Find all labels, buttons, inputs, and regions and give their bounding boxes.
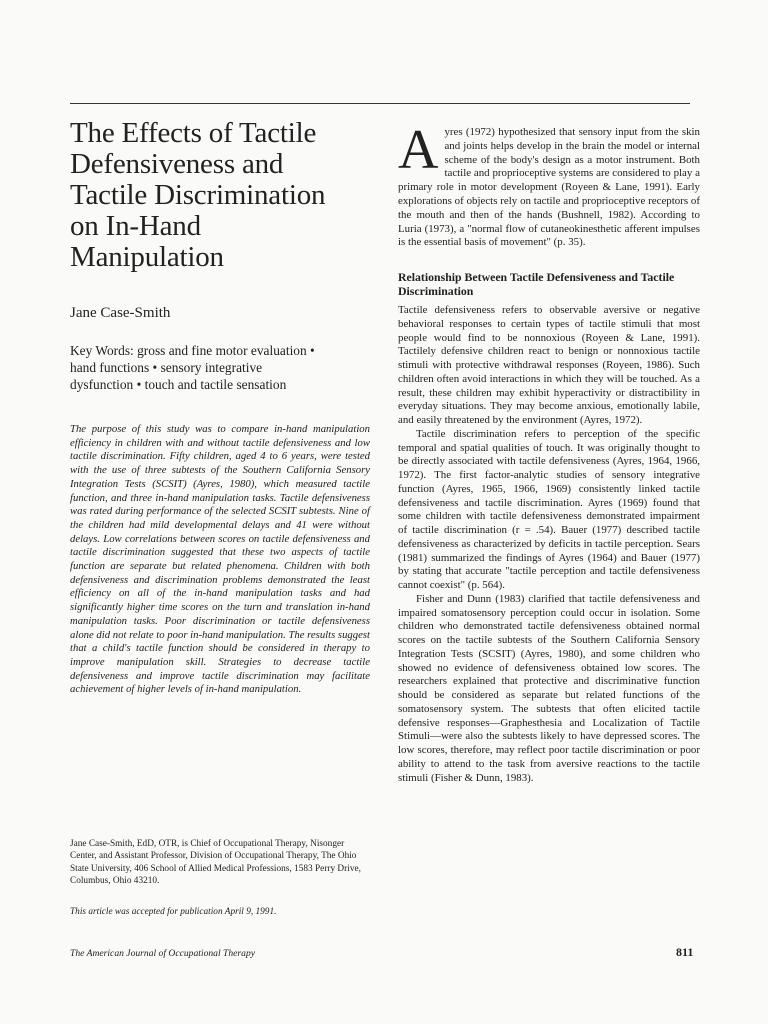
- abstract: The purpose of this study was to compare in-hand manipulation efficiency in children with and without tactile defensiveness and low tactile discrimination. Fifty children, aged 4 to 6 years, were tested with the use of three subtests of the Southern California Sensory Integration Tests (SCSIT) (Ayres, 1980), which measured tactile function, and three in-hand manipulation tasks. Tactile defensiveness was rated during performance of the selected SCSIT subtests. Nine of the children had mild developmental delays and 41 were without delays. Low correlations between scores on tactile defensiveness and tactile discrimination suggested that these two aspects of tactile function are separate but related phenomena. Children with both defensiveness and discrimination problems demonstrated the least efficiency on all of the in-hand manipulation tasks and had significantly higher time scores on the turn and translation in-hand manipulation tasks. Poor discrimination or tactile defensiveness alone did not relate to poor in-hand manipulation. The results suggest that a child's tactile function should be considered in therapy to improve manipulation skill. Strategies to decrease tactile defensiveness and improve tactile discrimination may facilitate achievement of higher levels of in-hand manipulation.: [70, 423, 370, 696]
- author-name: Jane Case-Smith: [70, 305, 171, 321]
- right-column: [398, 119, 700, 785]
- intro-text: yres (1972) hypothesized that sensory input from the skin and joints helps develop in the brain the model or internal scheme of the body's design as a motor instrument. Both tactile and proprioceptive systems are considered to play a primary role in motor development (Royeen & Lane, 1991). Early explorations of objects rely on tactile and proprioceptive receptors of the mouth and then of the hands (Bushnell, 1982). According to Luria (1973), a "normal flow of cutaneokinesthetic afferent impulses is the essential basis of movement" (p. 35).: [398, 126, 700, 249]
- author-affiliation: Jane Case-Smith, EdD, OTR, is Chief of Occupational Therapy, Nisonger Center, and Assistant Professor, Division of Occupational Therapy, The Ohio State University, 406 School of Allied Medical Professions, 1583 Perry Drive, Columbus, Ohio 43210.: [70, 839, 361, 887]
- title-line: Defensiveness and: [70, 148, 284, 180]
- section-heading: Relationship Between Tactile Defensiveness and Tactile Discrimination: [398, 270, 675, 299]
- key-words-line: Key Words: gross and fine motor evaluation •: [70, 343, 315, 358]
- title-line: The Effects of Tactile: [70, 117, 317, 149]
- intro-paragraph: [398, 119, 700, 250]
- page-number: 811: [676, 945, 694, 959]
- key-words-line: dysfunction • touch and tactile sensation: [70, 377, 287, 392]
- body-paragraph: Tactile discrimination refers to perception of the specific temporal and spatial qualities of touch. It was originally thought to be directly associated with tactile defensiveness (Ayres, 1964, 1966, 1972). The first factor-analytic studies of sensory integrative function (Ayres, 1965, 1966, 1969) consistently linked tactile defensiveness and tactile discrimination. Ayres (1969) found that some children with tactile defensiveness demonstrated impairment of tactile discrimination (r = .54). Bauer (1977) described tactile defensiveness as characterized by deficits in tactile perception. Sears (1981) summarized the findings of Ayres (1964) and Bauer (1977) by stating that accurate "tactile perception and tactile defensiveness cannot coexist" (p. 564).: [398, 427, 700, 592]
- title-line: Tactile Discrimination: [70, 179, 326, 211]
- left-column: [70, 118, 370, 393]
- drop-cap: A: [398, 119, 439, 181]
- section-body: [398, 304, 700, 785]
- key-words-line: hand functions • sensory integrative: [70, 360, 263, 375]
- acceptance-note: This article was accepted for publication April 9, 1991.: [70, 907, 277, 917]
- key-words: [70, 342, 370, 393]
- top-rule: [70, 103, 690, 104]
- article-title: [70, 118, 370, 273]
- title-line: on In-Hand: [70, 210, 201, 242]
- body-paragraph: Tactile defensiveness refers to observable aversive or negative behavioral responses to certain types of tactile stimuli that most people would find to be nonnoxious (Royeen & Lane, 1991). Tactilely defensive children react to benign or nonnoxious tactile stimuli with protective withdrawal responses (Royeen, 1986). Such children often avoid interactions in which they will be touched. As a result, these children may exhibit hyperactivity or distractibility in everyday situations. They may become anxious, emotionally labile, and easily threatened by the environment (Ayres, 1972).: [398, 304, 700, 427]
- body-paragraph: Fisher and Dunn (1983) clarified that tactile defensiveness and impaired somatosensory perception could occur in isolation. Some children who demonstrated tactile defensiveness obtained normal scores on the tactile subtests of the Southern California Sensory Integration Tests (SCSIT) (Ayres, 1980), and some children who showed no evidence of defensiveness obtained low scores. The researchers explained that protective and discriminative function should be considered as separate but related functions of the somatosensory system. The subtests that often elicited tactile defensive responses—Graphesthesia and Localization of Tactile Stimuli—were also the subtests likely to have depressed scores. The low scores, therefore, may reflect poor tactile discrimination or poor ability to attend to the task from aversive reactions to the tactile stimuli (Fisher & Dunn, 1983).: [398, 592, 700, 784]
- title-line: Manipulation: [70, 241, 224, 273]
- journal-name: The American Journal of Occupational Therapy: [70, 948, 256, 959]
